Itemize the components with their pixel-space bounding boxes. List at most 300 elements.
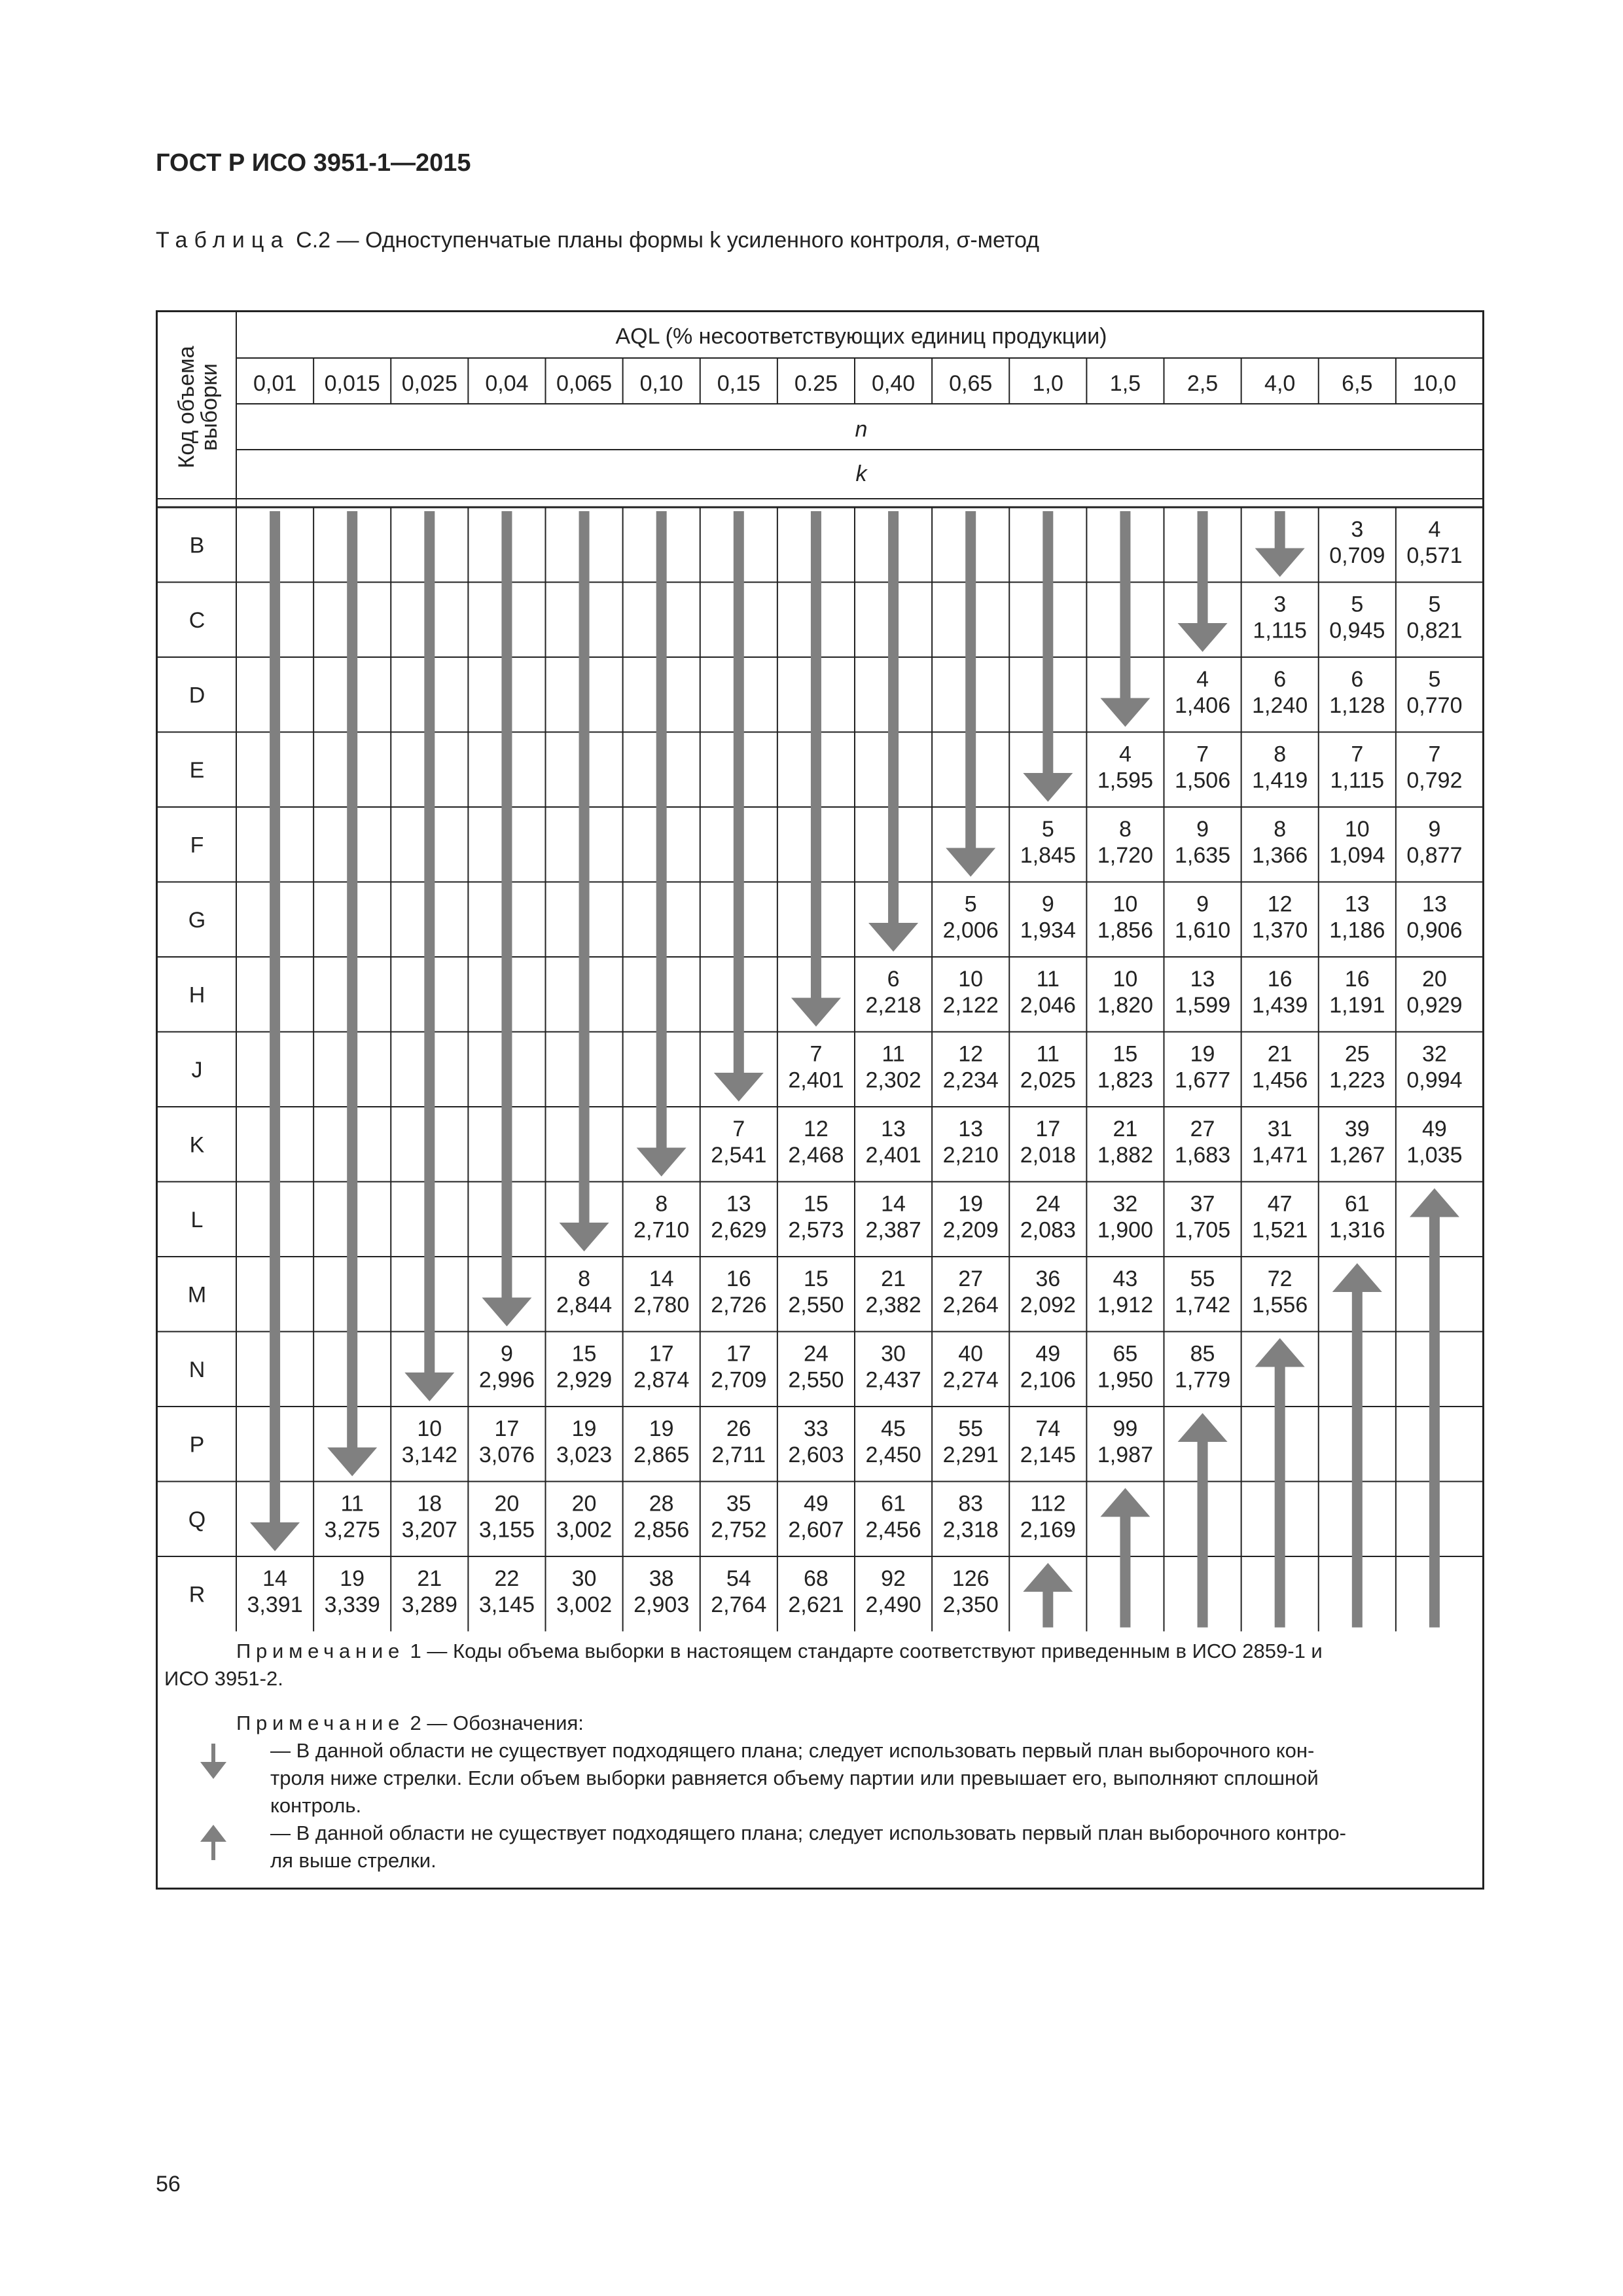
cell-n-E-14: 7 [1351,742,1364,767]
cell-k-C-14: 0,945 [1329,618,1385,643]
cell-n-N-5: 17 [649,1341,674,1367]
cell-k-G-15: 0,906 [1406,918,1463,943]
cell-k-L-14: 1,316 [1329,1217,1385,1243]
cell-k-L-5: 2,710 [633,1217,690,1243]
cell-k-G-11: 1,856 [1097,918,1153,943]
arrow-down-shaft-5 [656,511,667,1149]
cell-k-L-10: 2,083 [1020,1217,1076,1243]
cell-k-R-9: 2,350 [942,1592,999,1617]
cell-n-Q-3: 20 [494,1491,520,1516]
cell-n-N-9: 40 [958,1341,984,1367]
cell-n-N-12: 85 [1190,1341,1215,1367]
cell-n-Q-10: 112 [1030,1491,1066,1516]
cell-k-J-12: 1,677 [1175,1067,1231,1093]
cell-n-C-13: 3 [1274,592,1287,617]
cell-k-F-14: 1,094 [1329,843,1385,868]
cell-n-D-12: 4 [1196,667,1209,692]
cell-k-Q-5: 2,856 [633,1517,690,1543]
row-header-line-2: выборки [197,363,222,451]
arrow-down-shaft-3 [501,511,512,1299]
cell-n-P-8: 45 [881,1416,906,1441]
cell-n-H-14: 16 [1344,967,1370,992]
cell-n-B-14: 3 [1351,517,1364,542]
arrow-down-shaft-8 [888,511,899,924]
cell-k-N-6: 2,709 [711,1367,767,1393]
arrow-down-icon [197,1742,230,1782]
cell-n-H-11: 10 [1113,967,1138,992]
arrow-up-shaft-15 [1429,1216,1440,1628]
cell-n-F-10: 5 [1041,817,1054,842]
cell-k-F-11: 1,720 [1097,843,1153,868]
cell-k-P-4: 3,023 [556,1443,613,1467]
cell-n-Q-6: 35 [726,1491,751,1516]
cell-n-L-14: 61 [1344,1191,1370,1217]
cell-n-K-7: 12 [804,1117,829,1141]
cell-n-H-10: 11 [1036,967,1060,992]
cell-k-J-13: 1,456 [1252,1067,1308,1093]
cell-k-R-3: 3,145 [478,1592,535,1617]
arrow-down-shaft-7 [811,511,821,999]
aql-level-13: 4,0 [1264,371,1296,396]
cell-k-K-15: 1,035 [1406,1143,1463,1168]
row-code-H: H [188,982,205,1008]
cell-k-N-7: 2,550 [788,1367,844,1393]
aql-level-15: 10,0 [1412,371,1457,396]
cell-k-Q-6: 2,752 [711,1517,767,1543]
cell-k-E-15: 0,792 [1406,768,1463,793]
arrow-up-icon [197,1823,230,1863]
cell-n-P-4: 19 [571,1416,597,1441]
cell-n-M-5: 14 [649,1266,674,1291]
note-1: Примечание 1 — Коды объема выборки в настоящем стандарте соответствуют приведенным в ИСО 2859-1 и [236,1640,1323,1662]
document-header: ГОСТ Р ИСО 3951-1—2015 [156,149,471,177]
cell-n-N-11: 65 [1113,1341,1138,1367]
arrow-down-icon-12 [1178,623,1228,652]
note-2: Примечание 2 — Обозначения: [236,1712,584,1734]
cell-k-J-15: 0,994 [1406,1067,1463,1093]
cell-n-K-11: 21 [1113,1117,1138,1141]
cell-k-C-15: 0,821 [1406,618,1463,643]
cell-k-P-2: 3,142 [401,1443,457,1467]
cell-k-M-8: 2,382 [865,1293,921,1318]
caption-text: С.2 — Одноступенчатые планы формы k усиленного контроля, σ-метод [296,228,1040,253]
cell-k-Q-4: 3,002 [556,1517,613,1543]
cell-k-N-3: 2,996 [478,1367,535,1393]
cell-k-P-11: 1,987 [1097,1443,1153,1467]
cell-n-L-9: 19 [958,1191,984,1217]
cell-n-Q-2: 18 [417,1491,442,1516]
cell-n-L-6: 13 [726,1191,751,1217]
cell-n-J-7: 7 [810,1041,823,1067]
aql-level-9: 0,65 [949,371,993,396]
aql-level-2: 0,025 [401,371,457,396]
aql-level-7: 0.25 [794,371,838,396]
cell-k-M-4: 2,844 [556,1293,613,1318]
cell-n-G-15: 13 [1422,891,1447,917]
aql-level-6: 0,15 [717,371,760,396]
row-code-B: B [189,533,205,558]
cell-k-E-11: 1,595 [1097,768,1153,793]
aql-level-8: 0,40 [871,371,916,396]
cell-k-J-8: 2,302 [865,1067,921,1093]
cell-k-M-7: 2,550 [788,1293,844,1318]
cell-n-K-12: 27 [1190,1117,1215,1141]
cell-k-G-14: 1,186 [1329,918,1385,943]
cell-n-D-15: 5 [1428,667,1441,692]
cell-n-Q-5: 28 [649,1491,674,1516]
cell-n-P-5: 19 [649,1416,674,1441]
cell-n-Q-4: 20 [571,1491,597,1516]
cell-k-N-11: 1,950 [1097,1367,1153,1393]
cell-k-N-5: 2,874 [633,1367,690,1393]
cell-k-D-13: 1,240 [1252,693,1308,718]
cell-n-R-1: 19 [340,1566,365,1591]
cell-k-R-0: 3,391 [247,1592,303,1617]
cell-n-H-12: 13 [1190,967,1215,992]
cell-n-N-4: 15 [571,1341,597,1367]
cell-n-R-2: 21 [417,1566,442,1591]
cell-k-Q-3: 3,155 [478,1517,535,1543]
cell-k-R-5: 2,903 [633,1592,690,1617]
cell-k-M-6: 2,726 [711,1293,767,1318]
cell-n-C-15: 5 [1428,592,1441,617]
cell-k-F-13: 1,366 [1252,843,1308,868]
cell-n-F-13: 8 [1274,817,1287,842]
cell-n-H-15: 20 [1422,967,1447,992]
row-code-R: R [188,1582,205,1607]
arrow-down-icon-7 [791,998,841,1027]
cell-n-H-8: 6 [887,967,900,992]
cell-n-Q-1: 11 [340,1491,364,1516]
aql-level-0: 0,01 [253,371,297,396]
cell-k-R-2: 3,289 [401,1592,457,1617]
cell-n-J-9: 12 [958,1041,984,1067]
cell-k-G-13: 1,370 [1252,918,1308,943]
cell-k-R-6: 2,764 [711,1592,767,1617]
arrow-down-shaft-9 [965,511,976,850]
row-code-L: L [190,1207,204,1232]
cell-k-G-10: 1,934 [1020,918,1076,943]
cell-n-M-6: 16 [726,1266,751,1291]
cell-n-K-6: 7 [732,1117,745,1141]
cell-k-P-9: 2,291 [942,1443,999,1467]
cell-k-N-8: 2,437 [865,1367,921,1393]
row-code-C: C [188,607,205,633]
cell-k-L-13: 1,521 [1252,1217,1308,1243]
aql-level-12: 2,5 [1186,371,1219,396]
cell-k-K-10: 2,018 [1020,1143,1076,1168]
cell-n-M-11: 43 [1113,1266,1138,1291]
cell-n-G-10: 9 [1041,891,1054,917]
arrow-down-shaft-4 [579,511,590,1224]
cell-k-R-1: 3,339 [324,1592,380,1617]
cell-k-D-15: 0,770 [1406,693,1463,718]
cell-n-P-7: 33 [804,1416,829,1441]
cell-k-L-7: 2,573 [788,1217,844,1243]
cell-n-P-9: 55 [958,1416,984,1441]
cell-n-B-15: 4 [1428,517,1441,542]
row-code-Q: Q [188,1507,206,1532]
arrow-up-icon-11 [1100,1488,1150,1517]
arrow-down-icon-1 [327,1448,377,1477]
cell-k-M-13: 1,556 [1252,1293,1308,1318]
row-code-M: M [187,1282,207,1308]
aql-level-1: 0,015 [324,371,380,396]
cell-n-L-5: 8 [655,1191,668,1217]
cell-k-K-8: 2,401 [865,1143,921,1168]
cell-n-J-8: 11 [882,1041,905,1067]
row-code-D: D [188,683,205,708]
up-arrow-legend-line-2: ля выше стрелки. [270,1849,437,1872]
note-1-continuation: ИСО 3951-2. [164,1667,283,1690]
cell-n-M-7: 15 [804,1266,829,1291]
row-code-E: E [189,757,205,783]
cell-n-D-13: 6 [1274,667,1287,692]
n-label: n [855,417,868,442]
cell-k-Q-10: 2,169 [1020,1517,1076,1543]
cell-n-M-12: 55 [1190,1266,1215,1291]
cell-n-R-4: 30 [571,1566,597,1591]
cell-n-N-8: 30 [881,1341,906,1367]
cell-k-H-15: 0,929 [1406,993,1463,1018]
aql-header: AQL (% несоответствующих единиц продукции) [615,324,1107,349]
cell-k-B-14: 0,709 [1329,543,1385,568]
down-arrow-legend-line-2: троля ниже стрелки. Если объем выборки равняется объему партии или превышает его, выполняют сплошной [270,1767,1319,1789]
arrow-up-icon-12 [1178,1413,1228,1442]
cell-n-F-11: 8 [1118,817,1132,842]
page-number: 56 [156,2172,181,2197]
cell-n-K-8: 13 [881,1117,906,1141]
cell-n-M-8: 21 [881,1266,906,1291]
cell-n-P-6: 26 [726,1416,751,1441]
cell-n-N-7: 24 [804,1341,829,1367]
cell-n-P-3: 17 [494,1416,520,1441]
cell-k-P-10: 2,145 [1020,1443,1076,1467]
arrow-down-icon-3 [482,1298,531,1327]
arrow-down-shaft-10 [1043,511,1053,774]
cell-n-G-14: 13 [1344,891,1370,917]
arrow-down-icon-8 [868,923,918,952]
cell-n-E-11: 4 [1118,742,1132,767]
cell-k-N-10: 2,106 [1020,1367,1076,1393]
cell-k-R-4: 3,002 [556,1592,613,1617]
cell-n-M-9: 27 [958,1266,984,1291]
cell-k-D-12: 1,406 [1175,693,1231,718]
caption-prefix: Таблица [156,228,290,253]
cell-n-L-7: 15 [804,1191,829,1217]
arrow-down-shaft-13 [1275,511,1285,550]
cell-k-H-9: 2,122 [942,993,999,1018]
arrow-up-icon-13 [1255,1338,1305,1367]
cell-k-Q-8: 2,456 [865,1517,921,1543]
cell-n-R-9: 126 [952,1566,990,1591]
cell-k-K-7: 2,468 [788,1143,844,1168]
cell-k-L-6: 2,629 [711,1217,767,1243]
cell-k-G-9: 2,006 [942,918,999,943]
cell-k-C-13: 1,115 [1253,618,1307,643]
cell-n-R-8: 92 [881,1566,906,1591]
cell-n-G-9: 5 [964,891,977,917]
cell-k-M-9: 2,264 [942,1293,999,1318]
cell-n-K-9: 13 [958,1117,984,1141]
cell-k-H-10: 2,046 [1020,993,1076,1018]
cell-k-Q-9: 2,318 [942,1517,999,1543]
cell-n-R-6: 54 [726,1566,751,1591]
cell-n-M-4: 8 [578,1266,591,1291]
k-label: k [855,461,867,486]
cell-k-J-11: 1,823 [1097,1067,1153,1093]
arrow-down-icon-6 [714,1073,764,1102]
cell-n-H-13: 16 [1267,967,1293,992]
arrow-down-shaft-0 [270,511,280,1524]
cell-k-Q-1: 3,275 [324,1517,380,1543]
cell-k-K-12: 1,683 [1175,1143,1231,1168]
cell-n-G-12: 9 [1196,891,1209,917]
cell-k-F-12: 1,635 [1175,843,1231,868]
arrow-up-icon-10 [1023,1563,1073,1592]
cell-n-L-10: 24 [1035,1191,1061,1217]
cell-k-K-13: 1,471 [1252,1143,1308,1168]
cell-k-J-9: 2,234 [942,1067,999,1093]
arrow-up-shaft-14 [1352,1291,1363,1628]
table-notes [156,1631,1484,1890]
cell-k-G-12: 1,610 [1175,918,1231,943]
cell-k-J-10: 2,025 [1020,1067,1076,1093]
cell-k-F-10: 1,845 [1020,843,1076,868]
cell-n-R-3: 22 [494,1566,520,1591]
arrow-down-shaft-6 [734,511,744,1074]
cell-n-E-13: 8 [1274,742,1287,767]
cell-k-J-7: 2,401 [788,1067,844,1093]
cell-k-L-11: 1,900 [1097,1217,1153,1243]
cell-n-D-14: 6 [1351,667,1364,692]
row-code-K: K [189,1132,205,1158]
aql-level-4: 0,065 [556,371,613,396]
cell-n-P-10: 74 [1035,1416,1061,1441]
row-code-P: P [189,1432,205,1458]
cell-n-G-13: 12 [1267,891,1293,917]
cell-n-J-12: 19 [1190,1041,1215,1067]
cell-k-H-8: 2,218 [865,993,921,1018]
arrow-down-shaft-11 [1120,511,1130,700]
cell-k-L-9: 2,209 [942,1217,999,1243]
cell-k-H-14: 1,191 [1329,993,1385,1018]
cell-n-G-11: 10 [1113,891,1138,917]
cell-k-H-11: 1,820 [1097,993,1153,1018]
row-header-line-1: Код объема [174,346,199,469]
cell-n-F-14: 10 [1344,817,1370,842]
cell-k-P-3: 3,076 [478,1443,535,1467]
cell-n-K-14: 39 [1344,1117,1370,1141]
arrow-down-shaft-2 [424,511,435,1374]
cell-k-H-13: 1,439 [1252,993,1308,1018]
row-code-N: N [188,1357,205,1382]
cell-n-P-2: 10 [417,1416,442,1441]
cell-n-J-10: 11 [1036,1041,1060,1067]
aql-level-10: 1,0 [1032,371,1063,396]
arrow-up-shaft-12 [1198,1441,1208,1628]
cell-k-L-8: 2,387 [865,1217,921,1243]
arrow-up-shaft-10 [1043,1590,1053,1628]
aql-level-11: 1,5 [1109,371,1141,396]
cell-k-N-4: 2,929 [556,1367,613,1393]
arrow-up-shaft-13 [1275,1366,1285,1628]
cell-n-M-10: 36 [1035,1266,1061,1291]
arrow-down-icon-10 [1023,773,1073,802]
cell-n-R-0: 14 [262,1566,287,1591]
arrow-up-icon-15 [1410,1189,1459,1217]
cell-k-B-15: 0,571 [1406,543,1463,568]
arrow-down-icon-9 [946,848,995,877]
cell-k-D-14: 1,128 [1329,693,1385,718]
up-arrow-legend-line-1: — В данной области не существует подходящего плана; следует использовать первый план выборочного контро- [270,1821,1346,1844]
arrow-down-icon-0 [250,1522,300,1551]
cell-n-J-11: 15 [1113,1041,1138,1067]
row-code-F: F [190,833,204,858]
cell-n-E-12: 7 [1196,742,1209,767]
cell-n-M-13: 72 [1267,1266,1293,1291]
cell-k-K-11: 1,882 [1097,1143,1153,1168]
cell-n-Q-8: 61 [881,1491,906,1516]
cell-k-M-12: 1,742 [1175,1293,1231,1318]
cell-k-R-7: 2,621 [788,1592,844,1617]
table-caption [156,228,1039,253]
arrow-down-shaft-12 [1198,511,1208,624]
cell-n-K-13: 31 [1267,1117,1293,1141]
cell-n-E-15: 7 [1428,742,1441,767]
cell-k-M-10: 2,092 [1020,1293,1076,1318]
cell-k-N-9: 2,274 [942,1367,999,1393]
cell-k-H-12: 1,599 [1175,993,1231,1018]
cell-k-Q-7: 2,607 [788,1517,844,1543]
cell-k-K-9: 2,210 [942,1143,999,1168]
cell-k-K-14: 1,267 [1329,1143,1385,1168]
cell-k-L-12: 1,705 [1175,1217,1231,1243]
cell-k-P-5: 2,865 [633,1443,690,1467]
cell-n-P-11: 99 [1113,1416,1138,1441]
cell-k-E-13: 1,419 [1252,768,1308,793]
cell-k-N-12: 1,779 [1175,1367,1231,1393]
aql-level-3: 0,04 [485,371,529,396]
arrow-down-icon-5 [637,1148,687,1177]
cell-k-M-11: 1,912 [1097,1293,1153,1318]
cell-k-R-8: 2,490 [865,1592,921,1617]
cell-n-N-3: 9 [500,1341,513,1367]
cell-k-P-8: 2,450 [865,1443,921,1467]
cell-n-F-15: 9 [1428,817,1441,842]
arrow-down-icon-13 [1255,548,1305,577]
cell-n-R-5: 38 [649,1566,674,1591]
arrow-down-shaft-1 [347,511,357,1449]
row-code-J: J [191,1057,203,1083]
cell-n-K-10: 17 [1035,1117,1061,1141]
arrow-down-icon-11 [1100,698,1150,727]
arrow-up-shaft-11 [1120,1516,1130,1628]
down-arrow-legend-line-1: — В данной области не существует подходящего плана; следует использовать первый план выборочного кон- [270,1739,1315,1762]
cell-k-M-5: 2,780 [633,1293,690,1318]
cell-n-L-12: 37 [1190,1191,1215,1217]
cell-k-P-7: 2,603 [788,1443,844,1467]
cell-k-K-6: 2,541 [711,1143,767,1168]
cell-n-J-14: 25 [1344,1041,1370,1067]
cell-n-N-6: 17 [726,1341,751,1367]
cell-n-N-10: 49 [1035,1341,1061,1367]
cell-n-J-15: 32 [1422,1041,1447,1067]
cell-k-J-14: 1,223 [1329,1067,1385,1093]
cell-k-E-14: 1,115 [1330,768,1385,793]
cell-n-L-8: 14 [881,1191,906,1217]
arrow-down-icon-2 [404,1372,454,1401]
